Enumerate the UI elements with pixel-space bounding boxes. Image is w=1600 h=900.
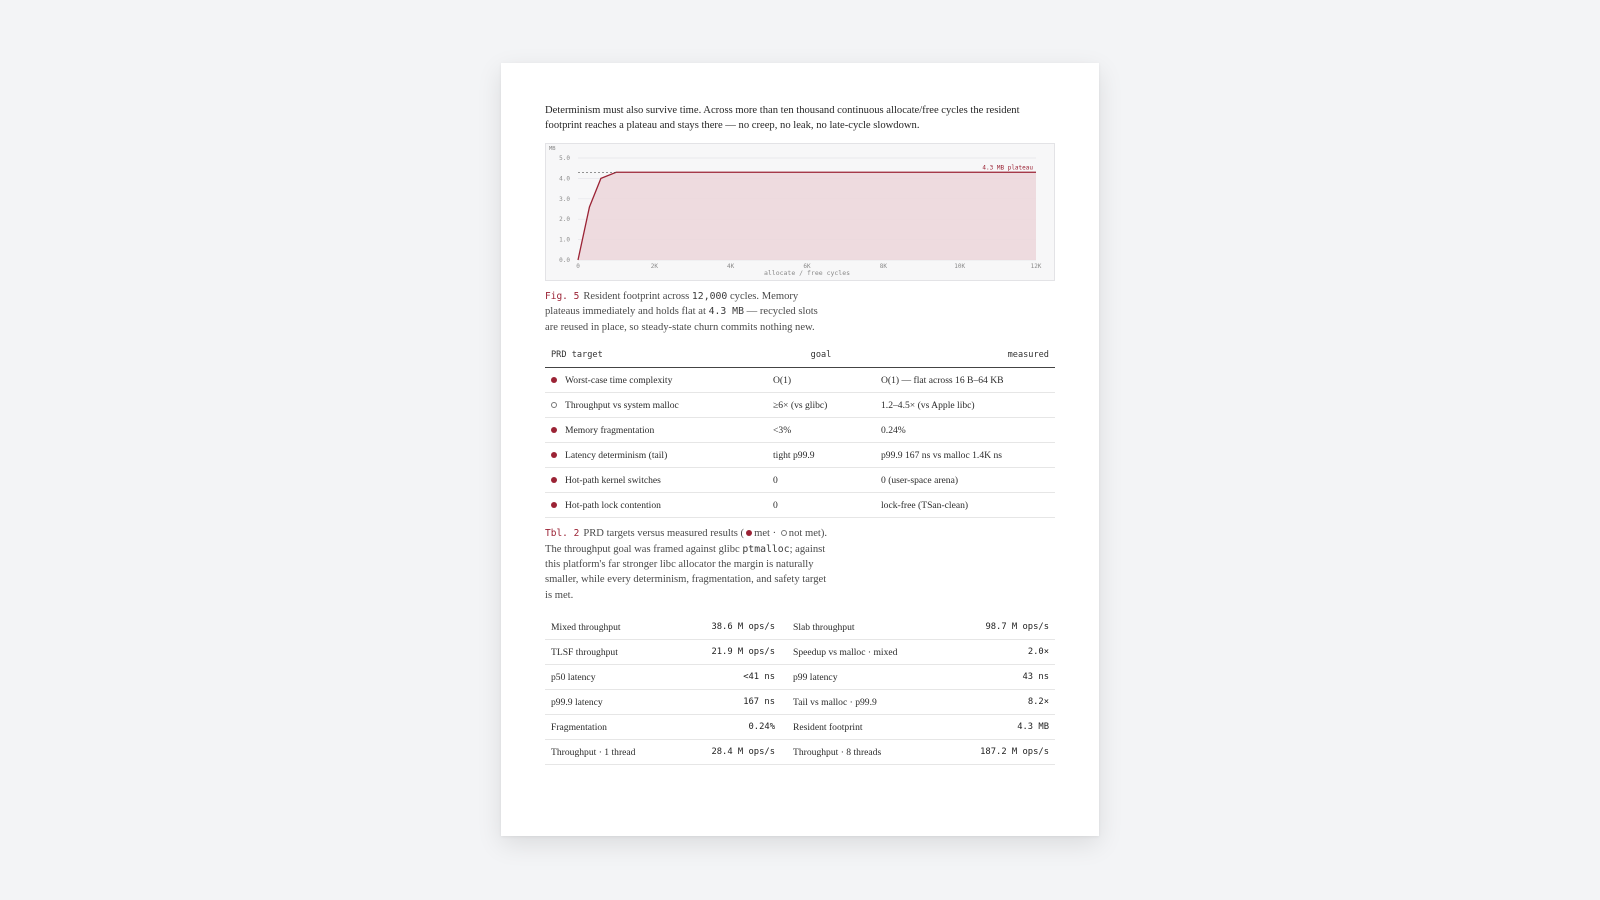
stat-item [781, 740, 1055, 765]
target-cell [545, 493, 767, 518]
caption-mb: 4.3 MB [708, 306, 744, 318]
page-content [545, 103, 1055, 765]
target-label: Latency determinism (tail) [565, 449, 668, 461]
table-row [545, 418, 1055, 443]
met-dot-icon [551, 502, 557, 508]
target-label: Throughput vs system malloc [565, 399, 679, 411]
y-tick-label: 5.0 [559, 155, 570, 162]
stat-item [545, 665, 781, 690]
goal-cell: tight p99.9 [767, 443, 875, 468]
target-label: Worst-case time complexity [565, 374, 673, 386]
x-tick-label: 4K [727, 263, 735, 270]
prd-table-header [545, 343, 1055, 368]
stat-item [781, 640, 1055, 665]
table-caption-code: ptmalloc [742, 543, 790, 555]
stat-item [545, 740, 781, 765]
goal-cell: 0 [767, 493, 875, 518]
stat-label: Mixed throughput [551, 621, 621, 633]
measured-cell: 0 (user-space arena) [875, 468, 1055, 493]
stat-item [545, 615, 781, 640]
x-axis-label: allocate / free cycles [763, 269, 851, 277]
stat-value: 38.6 M ops/s [711, 622, 775, 633]
stat-label: Slab throughput [793, 621, 855, 633]
target-cell [545, 443, 767, 468]
y-tick-label: 1.0 [559, 236, 570, 244]
measured-cell: 0.24% [875, 418, 1055, 443]
y-tick-label: 2.0 [559, 216, 570, 224]
stat-value: <41 ns [743, 672, 775, 683]
table-row [545, 468, 1055, 493]
x-tick-label: 8K [879, 263, 887, 270]
y-tick-label: 3.0 [559, 195, 570, 203]
x-tick-label: 2K [650, 263, 658, 270]
table-row [545, 368, 1055, 393]
y-tick-label: 4.0 [559, 175, 570, 183]
document-page [501, 63, 1099, 836]
stat-value: 0.24% [748, 722, 775, 733]
table-caption [545, 526, 831, 603]
table-row [545, 443, 1055, 468]
met-legend: met · [754, 528, 777, 540]
memory-footprint-chart [545, 143, 1055, 281]
stat-item [545, 715, 781, 740]
target-cell [545, 468, 767, 493]
stat-label: Tail vs malloc · p99.9 [793, 696, 877, 708]
x-tick-label: 0 [576, 263, 580, 270]
caption-text-3: — recycled slots are reused in place, so steady-state churn commits nothing new. [545, 306, 818, 333]
unmet-dot-icon [551, 402, 557, 408]
stat-value: 187.2 M ops/s [980, 747, 1049, 758]
stat-item [781, 665, 1055, 690]
measured-cell: O(1) — flat across 16 B–64 KB [875, 368, 1055, 393]
target-cell [545, 368, 767, 393]
stat-value: 98.7 M ops/s [985, 622, 1049, 633]
header-target: PRD target [545, 343, 767, 368]
figure-label: Fig. 5 [545, 291, 580, 302]
x-tick-label: 12K [1030, 263, 1042, 270]
goal-cell: ≥6× (vs glibc) [767, 393, 875, 418]
met-dot-icon [746, 530, 752, 536]
header-measured: measured [875, 343, 1055, 368]
stat-value: 2.0× [1027, 647, 1049, 658]
stats-grid [545, 615, 1055, 765]
table-row [545, 493, 1055, 518]
table-caption-text-2: not met). The throughput goal was framed against glibc [545, 528, 828, 555]
header-goal: goal [767, 343, 875, 368]
stat-value: 28.4 M ops/s [711, 747, 775, 758]
measured-cell: 1.2–4.5× (vs Apple libc) [875, 393, 1055, 418]
goal-cell: 0 [767, 468, 875, 493]
x-tick-label: 10K [954, 263, 966, 270]
stat-value: 43 ns [1022, 672, 1049, 683]
table-row [545, 393, 1055, 418]
stat-value: 21.9 M ops/s [711, 647, 775, 658]
target-label: Hot-path lock contention [565, 499, 661, 511]
met-dot-icon [551, 477, 557, 483]
target-label: Hot-path kernel switches [565, 474, 661, 486]
stat-label: Speedup vs malloc · mixed [793, 646, 898, 658]
stat-item [545, 690, 781, 715]
measured-cell: lock-free (TSan-clean) [875, 493, 1055, 518]
footprint-area [578, 172, 1036, 260]
chart-svg [546, 144, 1056, 282]
stat-item [781, 715, 1055, 740]
plateau-annotation: 4.3 MB plateau [982, 164, 1033, 172]
table-caption-text-3: ; against this platform's far stronger libc allocator the margin is naturally smaller, while every determinism, fragmentation, and safety target is met. [545, 543, 827, 601]
stat-value: 4.3 MB [1017, 722, 1049, 733]
y-axis-label: MB [549, 146, 556, 152]
stat-label: Fragmentation [551, 721, 607, 733]
target-cell [545, 418, 767, 443]
stat-label: Throughput · 8 threads [793, 746, 882, 758]
met-dot-icon [551, 452, 557, 458]
stat-item [781, 690, 1055, 715]
goal-cell: <3% [767, 418, 875, 443]
stat-label: Throughput · 1 thread [551, 746, 636, 758]
stat-label: TLSF throughput [551, 646, 618, 658]
target-cell [545, 393, 767, 418]
figure-caption [545, 289, 827, 335]
stat-label: Resident footprint [793, 721, 863, 733]
y-tick-label: 0.0 [559, 257, 570, 264]
intro-paragraph: Determinism must also survive time. Across more than ten thousand continuous allocate/free cycles the resident footprint reaches a plateau and stays there — no creep, no leak, no late-cycle slowdown. [545, 105, 1020, 131]
stat-label: p50 latency [551, 671, 596, 683]
caption-cycles: 12,000 [691, 291, 728, 302]
table-label: Tbl. 2 [545, 528, 580, 540]
stat-label: p99.9 latency [551, 696, 603, 708]
stat-label: p99 latency [793, 671, 838, 683]
x-tick-label: 6K [803, 263, 811, 270]
stat-item [545, 640, 781, 665]
prd-table [545, 343, 1055, 518]
stat-value: 167 ns [743, 697, 775, 708]
unmet-dot-icon [781, 530, 787, 536]
goal-cell: O(1) [767, 368, 875, 393]
table-caption-text-1: PRD targets versus measured results ( [583, 528, 745, 540]
met-dot-icon [551, 377, 557, 383]
measured-cell: p99.9 167 ns vs malloc 1.4K ns [875, 443, 1055, 468]
prd-table-body [545, 368, 1055, 518]
met-dot-icon [551, 427, 557, 433]
target-label: Memory fragmentation [565, 424, 655, 436]
caption-text-1: Resident footprint across [583, 291, 692, 302]
stat-item [781, 615, 1055, 640]
stat-value: 8.2× [1027, 697, 1049, 708]
caption-text-2: cycles. Memory plateaus immediately and holds flat at [545, 291, 799, 318]
